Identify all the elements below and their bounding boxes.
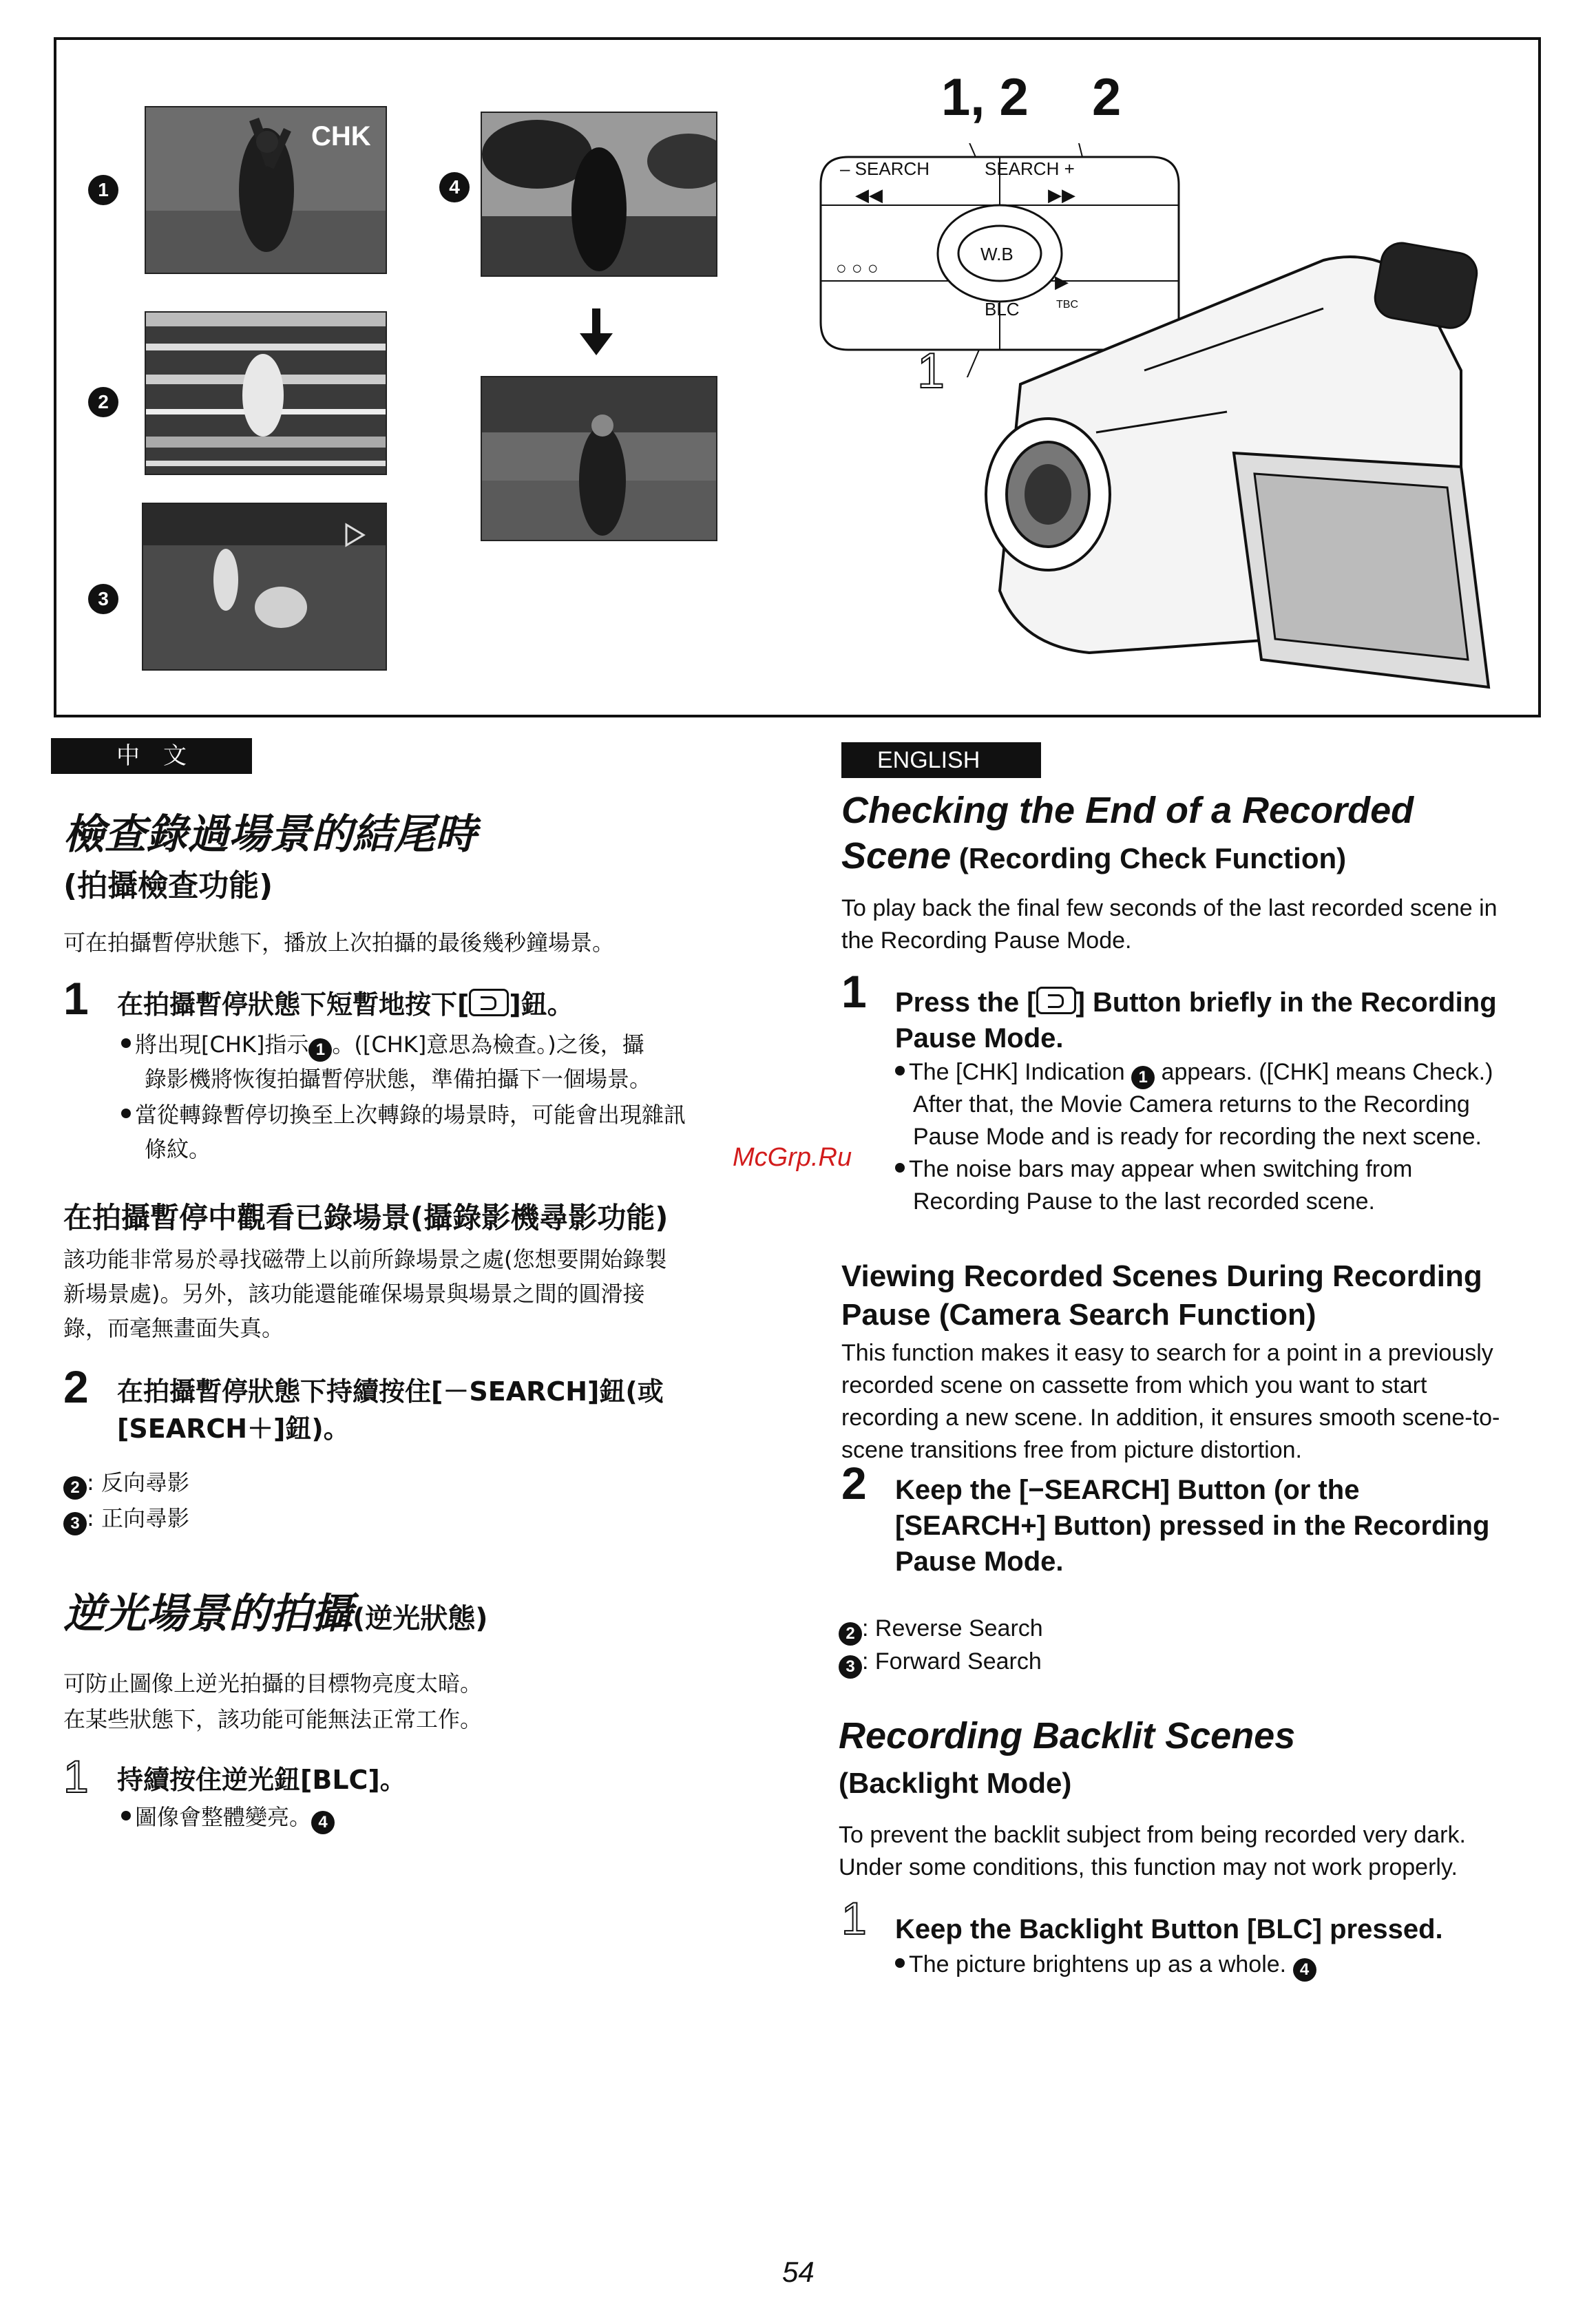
zh-subtitle-check-function: (拍攝檢查功能) xyxy=(63,868,273,903)
arrow-down-icon xyxy=(574,308,618,357)
zh-step1-number: 1 xyxy=(63,973,89,1024)
en-step3-bullet-text: The picture brightens up as a whole. xyxy=(909,1951,1287,1977)
en-sec3-title: Recording Backlit Scenes xyxy=(839,1715,1296,1756)
en-step1-post: ] Button briefly in the Recording xyxy=(1075,987,1497,1018)
zh-fwd-label: : 正向尋影 xyxy=(87,1505,189,1531)
zh-intro: 可在拍攝暫停狀態下，播放上次拍攝的最後幾秒鐘場景。 xyxy=(63,930,615,956)
marker-3-icon: 3 xyxy=(63,1512,87,1535)
dots-label: ○ ○ ○ xyxy=(836,258,879,278)
en-step1-pre: Press the [ xyxy=(895,987,1036,1018)
en-step1-line2: Pause Mode. xyxy=(895,1023,1064,1053)
zh-step2-line1: 在拍攝暫停狀態下持續按住[－SEARCH]鈕(或 xyxy=(117,1376,664,1407)
zh-sec2-body-3: 錄，而毫無畫面失真。 xyxy=(63,1315,284,1341)
en-step3-text: Keep the Backlight Button [BLC] pressed. xyxy=(895,1914,1443,1944)
photo-reverse-search xyxy=(145,311,387,475)
zh-step2-number: 2 xyxy=(63,1361,89,1412)
zh-step1-bullet1 xyxy=(121,1027,644,1062)
zh-step1-pre: 在拍攝暫停狀態下短暫地按下[ xyxy=(117,989,470,1020)
en-step2-line3: Pause Mode. xyxy=(895,1546,1064,1577)
en-step1-b1b: appears. ([CHK] means Check.) xyxy=(1155,1059,1493,1085)
bullet-icon xyxy=(121,1038,131,1048)
zh-step3-number: 1 xyxy=(63,1751,89,1802)
zh-step1-bullet1-cont: 錄影機將恢復拍攝暫停狀態，準備拍攝下一個場景。 xyxy=(145,1066,652,1092)
photo-forward-search xyxy=(142,503,387,671)
search-minus-label: – SEARCH xyxy=(840,158,930,179)
chinese-section-tag: 中 文 xyxy=(51,738,252,774)
en-step1-b1a: The [CHK] Indication xyxy=(909,1059,1125,1085)
en-sec2-title-2: Pause (Camera Search Function) xyxy=(841,1298,1316,1332)
en-forward-search xyxy=(839,1646,1042,1679)
zh-sec3-title-row xyxy=(63,1581,488,1640)
marker-3-icon: 3 xyxy=(88,584,118,614)
zh-reverse-search xyxy=(63,1465,189,1500)
en-fwd-label: : Forward Search xyxy=(862,1648,1042,1675)
zh-rev-label: : 反向尋影 xyxy=(87,1469,189,1496)
marker-2-icon: 2 xyxy=(839,1622,862,1646)
bullet-icon xyxy=(121,1109,131,1118)
zh-step1-b1a: 將出現[CHK]指示 xyxy=(135,1031,309,1058)
en-sec2-body-1: This function makes it easy to search for a point in a previously xyxy=(841,1340,1493,1366)
marker-2-icon: 2 xyxy=(63,1476,87,1500)
marker-1-icon: 1 xyxy=(88,175,118,205)
en-step1-bullet2-cont: Recording Pause to the last recorded scene. xyxy=(913,1188,1375,1215)
rewind-icon: ◀◀ xyxy=(855,185,883,205)
zh-step1-b2a: 當從轉錄暫停切換至上次轉錄的場景時，可能會出現雜訊 xyxy=(135,1102,686,1128)
callout-1-2: 1, 2 xyxy=(941,68,1029,127)
en-step2-line1: Keep the [−SEARCH] Button (or the xyxy=(895,1475,1360,1505)
marker-4-icon: 4 xyxy=(439,172,470,202)
en-step1-bullet1 xyxy=(895,1056,1493,1089)
en-rev-label: : Reverse Search xyxy=(862,1615,1043,1641)
en-intro-2: the Recording Pause Mode. xyxy=(841,927,1132,954)
marker-3-icon: 3 xyxy=(839,1655,862,1679)
en-title-line2 xyxy=(841,835,1346,877)
en-reverse-search xyxy=(839,1613,1043,1646)
zh-sec3-title-small: (逆光狀態) xyxy=(353,1603,488,1635)
photo-backlit-bright xyxy=(481,376,717,541)
english-section-tag: ENGLISH xyxy=(841,742,1041,778)
en-step3-bullet xyxy=(895,1949,1316,1982)
marker-1-icon: 1 xyxy=(1131,1066,1155,1089)
zh-step1-bullet2 xyxy=(121,1098,686,1132)
white-balance-label: W.B xyxy=(980,244,1014,264)
bullet-icon xyxy=(121,1811,131,1820)
en-sec3-body-2: Under some conditions, this function may not work properly. xyxy=(839,1854,1458,1880)
en-step1-number: 1 xyxy=(841,966,867,1017)
check-button-icon xyxy=(1036,987,1076,1014)
chk-indicator-label: CHK xyxy=(311,121,371,151)
en-sec3-body-1: To prevent the backlit subject from being recorded very dark. xyxy=(839,1822,1466,1848)
en-step1-b2a: The noise bars may appear when switching from xyxy=(909,1156,1413,1182)
zh-step2-line2: [SEARCH＋]鈕)。 xyxy=(117,1414,350,1444)
zh-step1-post: ]鈕。 xyxy=(509,989,574,1020)
zh-step3-text: 持續按住逆光鈕[BLC]。 xyxy=(117,1765,406,1795)
zh-title-check-end: 檢查錄過場景的結尾時 xyxy=(63,810,476,859)
en-step3-number: 1 xyxy=(841,1893,867,1944)
en-title-scene: Scene xyxy=(841,835,952,877)
zh-sec2-body-1: 該功能非常易於尋找磁帶上以前所錄場景之處(您想要開始錄製 xyxy=(63,1246,667,1272)
en-sec2-body-4: scene transitions free from picture distortion. xyxy=(841,1437,1302,1463)
en-sec2-body-2: recorded scene on cassette from which you want to start xyxy=(841,1372,1427,1398)
callout-2: 2 xyxy=(1092,68,1122,127)
camcorder-illustration xyxy=(938,205,1537,715)
en-title-line1: Checking the End of a Recorded xyxy=(841,790,1414,831)
en-step1-bullet1-cont2: Pause Mode and is ready for recording the next scene. xyxy=(913,1124,1482,1150)
watermark: McGrp.Ru xyxy=(733,1143,852,1172)
zh-sec2-title: 在拍攝暫停中觀看已錄場景(攝錄影機尋影功能) xyxy=(63,1201,669,1235)
zh-sec2-body-2: 新場景處)。另外，該功能還能確保場景與場景之間的圓滑接 xyxy=(63,1281,645,1307)
search-plus-label: SEARCH + xyxy=(985,158,1075,179)
marker-4-icon: 4 xyxy=(311,1811,335,1834)
marker-1-icon: 1 xyxy=(308,1038,332,1062)
bullet-icon xyxy=(895,1163,905,1173)
zh-step1-text xyxy=(117,986,574,1023)
bullet-icon xyxy=(895,1066,905,1075)
en-step1-bullet2 xyxy=(895,1153,1412,1186)
photo-backlit-dark xyxy=(481,112,717,277)
callout-blc-1: 1 xyxy=(917,344,945,399)
zh-sec3-body-1: 可防止圖像上逆光拍攝的目標物亮度太暗。 xyxy=(63,1670,483,1697)
zh-step3-bullet-text: 圖像會整體變亮。 xyxy=(135,1804,312,1830)
page-number: 54 xyxy=(782,2256,815,2288)
zh-step1-bullet2-cont: 條紋。 xyxy=(145,1136,211,1162)
marker-4-icon: 4 xyxy=(1293,1958,1316,1982)
illustration-panel xyxy=(54,37,1541,717)
zh-sec3-body-2: 在某些狀態下，該功能可能無法正常工作。 xyxy=(63,1706,483,1732)
fast-forward-icon: ▶▶ xyxy=(1048,185,1075,205)
en-step2-number: 2 xyxy=(841,1458,867,1509)
marker-2-icon: 2 xyxy=(88,387,118,417)
zh-step1-b1b: 。([CHK]意思為檢查。)之後，攝 xyxy=(332,1031,644,1058)
tbc-label: TBC xyxy=(1056,299,1078,311)
zh-step3-bullet xyxy=(121,1800,335,1834)
blc-label: BLC xyxy=(985,299,1020,319)
en-sec2-body-3: recording a new scene. In addition, it ensures smooth scene-to- xyxy=(841,1405,1500,1431)
zh-forward-search xyxy=(63,1501,189,1535)
en-title-sub: (Recording Check Function) xyxy=(951,842,1347,874)
en-sec3-sub: (Backlight Mode) xyxy=(839,1767,1072,1799)
en-step2-line2: [SEARCH+] Button) pressed in the Recording xyxy=(895,1511,1490,1541)
en-step1-line1 xyxy=(895,985,1497,1020)
en-intro-1: To play back the final few seconds of the last recorded scene in xyxy=(841,895,1498,921)
en-sec2-title-1: Viewing Recorded Scenes During Recording xyxy=(841,1259,1482,1293)
bullet-icon xyxy=(895,1958,905,1968)
en-step1-bullet1-cont1: After that, the Movie Camera returns to the Recording xyxy=(913,1091,1470,1117)
play-icon: ▶ xyxy=(1055,271,1069,292)
check-button-icon xyxy=(469,989,509,1016)
zh-sec3-title: 逆光場景的拍攝 xyxy=(63,1590,353,1638)
